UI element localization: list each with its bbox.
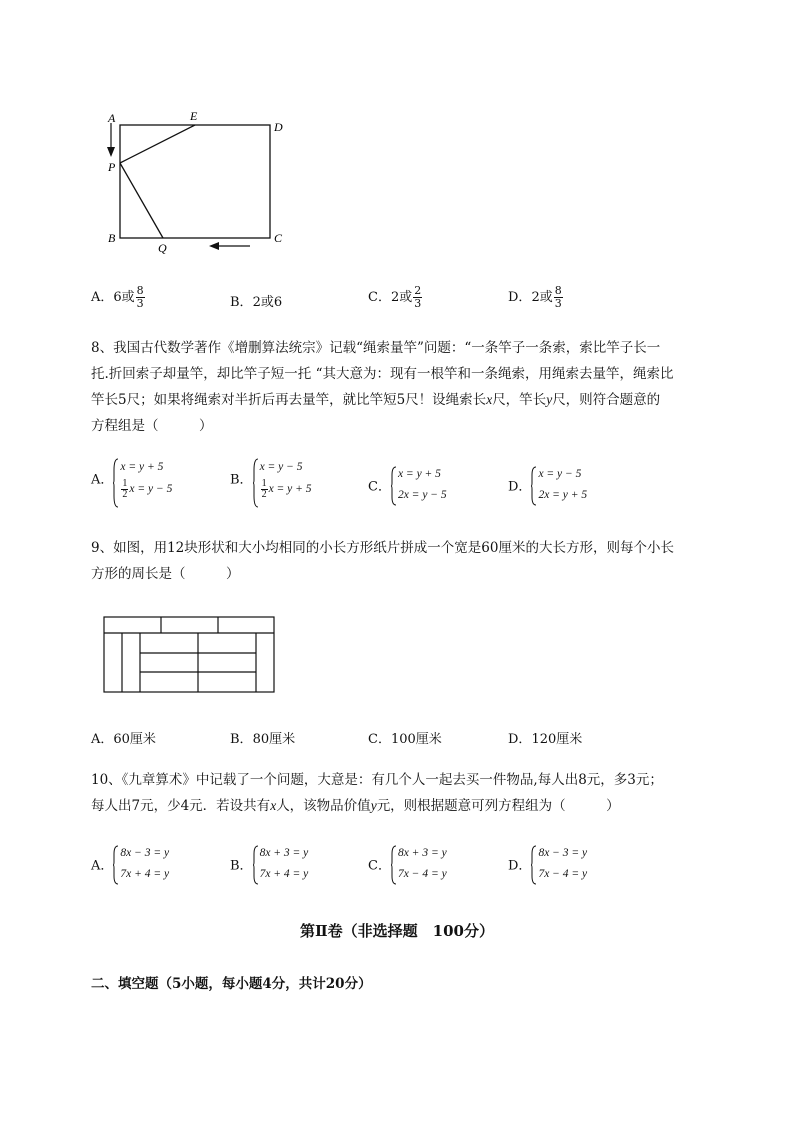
q9-question	[91, 535, 741, 587]
q10-question	[91, 767, 741, 819]
q8-line-1: 8、我国古代数学著作《增删算法统宗》记载“绳索量竿”问题：“一条竿子一条索，索比竿子长一	[91, 340, 661, 356]
q7-option-c[interactable]: C．2或 $\frac{2}{3}$	[368, 284, 422, 310]
label-P: P	[108, 160, 116, 174]
q9-rectangles-figure	[100, 614, 280, 696]
q9-line-1: 9、如图，用12块形状和大小均相同的小长方形纸片拼成一个宽是60厘米的大长方形，则每个小长	[91, 540, 674, 556]
q10-option-c[interactable]: C． 8x + 3 = y 7x − 4 = y	[368, 843, 447, 885]
part2-title: 第Ⅱ卷（非选择题 100分）	[300, 922, 494, 940]
label-C: C	[274, 231, 283, 245]
q8-option-d[interactable]: D． x = y − 5 2x = y + 5	[508, 464, 587, 506]
label-A: A	[108, 111, 116, 125]
q10-option-b[interactable]: B． 8x + 3 = y 7x + 4 = y	[230, 843, 308, 885]
q9-line-2: 方形的周长是（ ）	[91, 566, 240, 582]
q10-option-a[interactable]: A． 8x − 3 = y 7x + 4 = y	[91, 843, 169, 885]
q8-line-4: 方程组是（ ）	[91, 418, 213, 434]
q9-option-c[interactable]: C．100厘米	[368, 732, 442, 747]
q9-option-d[interactable]: D．120厘米	[508, 732, 583, 747]
q8-line-3: 竿长5尺；如果将绳索对半折后再去量竿，就比竿短5尺！设绳索长x尺，竿长y尺，则符合题意的	[91, 392, 661, 408]
q7-option-a[interactable]: A．6或 $\frac{8}{3}$	[91, 284, 144, 310]
q8-option-c[interactable]: C． x = y + 5 2x = y − 5	[368, 464, 447, 506]
q8-line-2: 托.折回索子却量竿，却比竿子短一托 “其大意为：现有一根竿和一条绳索，用绳索去量竿，绳索比	[91, 366, 674, 382]
fill-in-section-heading: 二、填空题（5小题，每小题4分，共计20分）	[91, 976, 372, 992]
q10-line-1: 10、《九章算术》中记载了一个问题，大意是：有几个人一起去买一件物品,每人出8元，多3元；	[91, 772, 663, 788]
label-E: E	[190, 109, 198, 123]
q7-option-b[interactable]: B．2或6	[230, 295, 283, 310]
label-D: D	[274, 120, 283, 134]
q8-option-b[interactable]: B． x = y − 5 $\frac{1}{2}$ x = y + 5	[230, 456, 312, 500]
q9-option-b[interactable]: B．80厘米	[230, 732, 296, 747]
q7-option-d[interactable]: D．2或 $\frac{8}{3}$	[508, 284, 562, 310]
q10-line-2: 每人出7元，少4元．若设共有x人，该物品价值y元，则根据题意可列方程组为（ ）	[91, 798, 620, 814]
q7-rectangle-figure	[100, 105, 300, 260]
q8-option-a[interactable]: A． x = y + 5 $\frac{1}{2}$ x = y − 5	[91, 456, 172, 500]
q8-question	[91, 335, 741, 439]
q9-option-a[interactable]: A．60厘米	[91, 732, 156, 747]
label-B: B	[108, 231, 116, 245]
q10-option-d[interactable]: D． 8x − 3 = y 7x − 4 = y	[508, 843, 587, 885]
label-Q: Q	[158, 241, 167, 255]
